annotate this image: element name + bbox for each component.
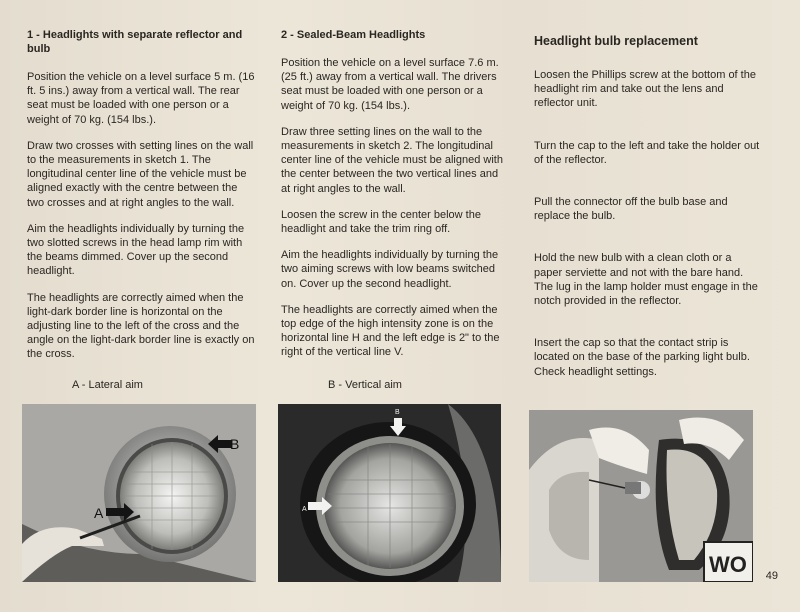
- paragraph: Pull the connector off the bulb base and replace the bulb.: [534, 196, 728, 223]
- label-b: B: [230, 436, 240, 452]
- section-heading: Headlight bulb replacement: [534, 34, 698, 48]
- column-sealed-beam: [281, 28, 506, 372]
- section-heading: 2 - Sealed-Beam Headlights: [281, 29, 426, 41]
- figure-caption-vertical-aim: B - Vertical aim: [328, 379, 402, 391]
- column-headlight-reflector: [27, 28, 255, 374]
- paragraph: Turn the cap to the left and take the holder out of the reflector.: [534, 139, 760, 166]
- section-heading: 1 - Headlights with separate reflector and bulb: [27, 29, 243, 55]
- paragraph: Insert the cap so that the contact strip is located on the base of the parking light bulb. Check headlight settings.: [534, 337, 750, 378]
- photo-bulb-replacement: [529, 410, 753, 582]
- figure-caption-lateral-aim: A - Lateral aim: [72, 379, 143, 391]
- page-number: 49: [765, 570, 778, 582]
- paragraph: Position the vehicle on a level surface 7.6 m. (25 ft.) away from a vertical wall. The drivers seat must be loaded with one person or a weight of 70 kg. (154 lbs.).: [281, 57, 499, 112]
- paragraph: Aim the headlights individually by turning the two slotted screws in the head lamp rim with the beams dimmed. Cover up the second headlight.: [27, 222, 245, 278]
- paragraph: The headlights are correctly aimed when the top edge of the high intensity zone is on the horizontal line H and the left edge is 2" to the right of the vertical line V.: [281, 303, 500, 359]
- paragraph: Hold the new bulb with a clean cloth or a paper serviette and not with the bare hand. The lug in the lamp holder must engage in the notch provided in the reflector.: [534, 252, 758, 308]
- photo-lateral-aim: [22, 404, 256, 582]
- paragraph: Loosen the Phillips screw at the bottom of the headlight rim and take out the lens and reflector unit.: [534, 69, 756, 110]
- label-a: A: [302, 506, 307, 513]
- paragraph: Draw two crosses with setting lines on the wall to the measurements in sketch 1. The longitudinal center line of the vehicle must be aligned exactly with the centre between the two crosses and at right angles to the wall.: [27, 139, 254, 209]
- column-bulb-replacement: [534, 28, 762, 407]
- label-a: A: [94, 505, 104, 521]
- license-plate-text: WO: [709, 552, 747, 577]
- paragraph: Loosen the screw in the center below the headlight and take the trim ring off.: [281, 208, 481, 236]
- photo-vertical-aim: [278, 404, 501, 582]
- paragraph: Draw three setting lines on the wall to the measurements in sketch 2. The longitudinal center line of the vehicle must be aligned with the center between the two vertical lines and at right angles to the wall.: [281, 125, 503, 195]
- label-b: B: [395, 409, 400, 416]
- paragraph: The headlights are correctly aimed when the light-dark border line is horizontal on the adjusting line to the left of the cross and the angle on the light-dark border line is exactly on the cross.: [27, 291, 255, 361]
- paragraph: Aim the headlights individually by turning the two aiming screws with low beams switched on. Cover up the second headlight.: [281, 249, 499, 290]
- paragraph: Position the vehicle on a level surface 5 m. (16 ft. 5 ins.) away from a vertical wall. The rear seat must be loaded with one person or a weight of 70 kg. (154 lbs.).: [27, 71, 255, 126]
